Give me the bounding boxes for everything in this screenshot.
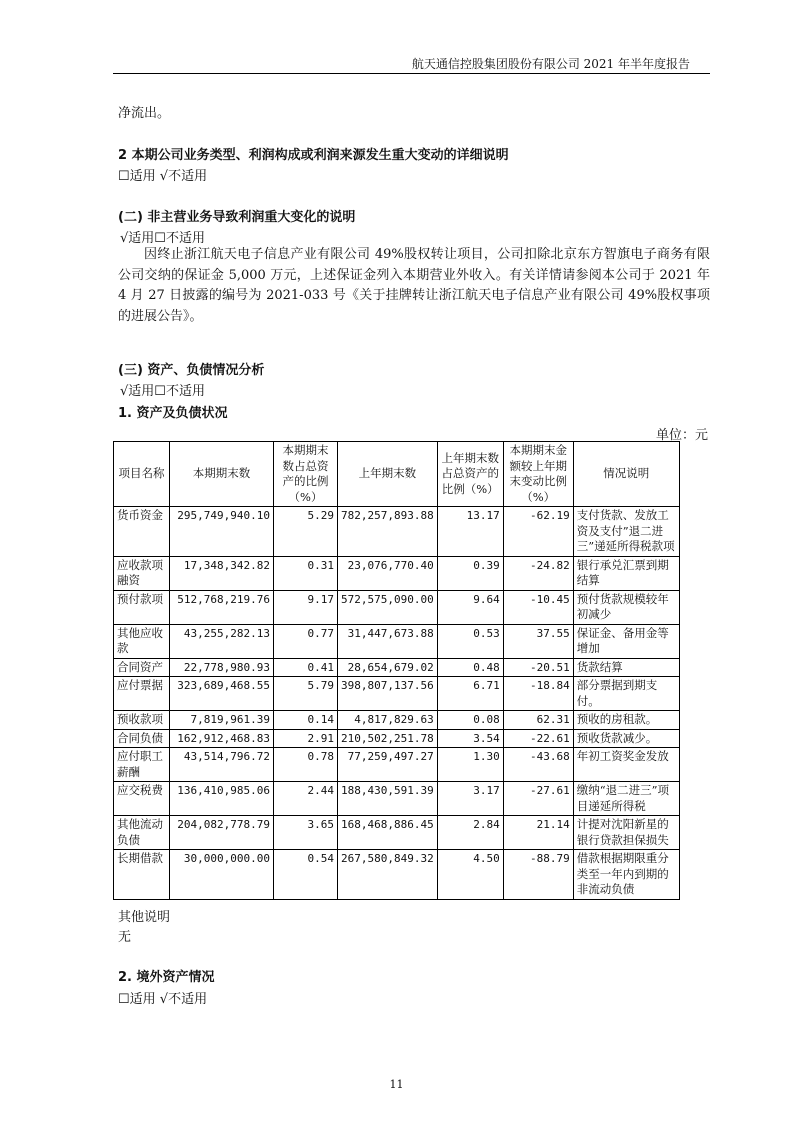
other-notes-value: 无 (118, 930, 132, 945)
page-number: 11 (389, 1078, 404, 1091)
explanation: 预付货款规模较年初减少 (573, 590, 679, 624)
table-row (114, 729, 680, 748)
prior-ratio: 6.71 (437, 677, 503, 711)
applicability-option: √适用☐不适用 (120, 384, 205, 399)
table-row (114, 711, 680, 730)
change-ratio: -27.61 (503, 782, 573, 816)
applicability-option: ☐适用 √不适用 (118, 169, 208, 184)
explanation: 缴纳“退二进三”项目递延所得税 (573, 782, 679, 816)
explanation: 预收货款减少。 (573, 729, 679, 748)
current-amount: 43,514,796.72 (170, 748, 274, 782)
prior-ratio: 9.64 (437, 590, 503, 624)
current-ratio: 0.78 (274, 748, 338, 782)
prior-amount: 398,807,137.56 (338, 677, 438, 711)
current-ratio: 2.91 (274, 729, 338, 748)
other-notes-label: 其他说明 (118, 910, 171, 925)
item-name: 合同资产 (114, 658, 170, 677)
item-name: 其他应收款 (114, 624, 170, 658)
table-row (114, 658, 680, 677)
current-ratio: 9.17 (274, 590, 338, 624)
change-ratio: -22.61 (503, 729, 573, 748)
current-ratio: 0.14 (274, 711, 338, 730)
current-ratio: 0.54 (274, 850, 338, 900)
explanation: 银行承兑汇票到期结算 (573, 556, 679, 590)
column-header: 本期期末数占总资产的比例（%） (274, 442, 338, 507)
prior-amount: 188,430,591.39 (338, 782, 438, 816)
item-name: 预付款项 (114, 590, 170, 624)
current-ratio: 0.31 (274, 556, 338, 590)
item-name: 应收款项融资 (114, 556, 170, 590)
table-row (114, 816, 680, 850)
change-ratio: -10.45 (503, 590, 573, 624)
explanation: 年初工资奖金发放 (573, 748, 679, 782)
table-row (114, 624, 680, 658)
text-line: 净流出。 (118, 106, 171, 121)
explanation: 部分票据到期支付。 (573, 677, 679, 711)
prior-amount: 210,502,251.78 (338, 729, 438, 748)
prior-ratio: 0.48 (437, 658, 503, 677)
current-amount: 323,689,468.55 (170, 677, 274, 711)
current-ratio: 0.41 (274, 658, 338, 677)
prior-ratio: 3.17 (437, 782, 503, 816)
change-ratio: 37.55 (503, 624, 573, 658)
prior-amount: 168,468,886.45 (338, 816, 438, 850)
table-row (114, 850, 680, 900)
column-header: 本期期末数 (170, 442, 274, 507)
change-ratio: -88.79 (503, 850, 573, 900)
column-header: 上年期末数 (338, 442, 438, 507)
table-row (114, 507, 680, 557)
explanation: 货款结算 (573, 658, 679, 677)
prior-ratio: 0.39 (437, 556, 503, 590)
section-heading: 1. 资产及负债状况 (118, 406, 228, 421)
current-amount: 43,255,282.13 (170, 624, 274, 658)
column-header: 项目名称 (114, 442, 170, 507)
current-amount: 162,912,468.83 (170, 729, 274, 748)
column-header: 上年期末数占总资产的比例（%） (437, 442, 503, 507)
prior-ratio: 2.84 (437, 816, 503, 850)
section-heading: 2 本期公司业务类型、利润构成或利润来源发生重大变动的详细说明 (118, 148, 509, 163)
prior-amount: 267,580,849.32 (338, 850, 438, 900)
prior-amount: 28,654,679.02 (338, 658, 438, 677)
assets-liabilities-table (113, 441, 680, 900)
current-amount: 295,749,940.10 (170, 507, 274, 557)
table-row (114, 782, 680, 816)
current-ratio: 5.79 (274, 677, 338, 711)
change-ratio: -62.19 (503, 507, 573, 557)
item-name: 应付票据 (114, 677, 170, 711)
change-ratio: 21.14 (503, 816, 573, 850)
change-ratio: 62.31 (503, 711, 573, 730)
section-heading: 2. 境外资产情况 (118, 970, 215, 985)
prior-amount: 4,817,829.63 (338, 711, 438, 730)
section-heading: (三) 资产、负债情况分析 (118, 363, 265, 378)
current-amount: 17,348,342.82 (170, 556, 274, 590)
current-amount: 30,000,000.00 (170, 850, 274, 900)
prior-amount: 782,257,893.88 (338, 507, 438, 557)
current-amount: 22,778,980.93 (170, 658, 274, 677)
current-ratio: 0.77 (274, 624, 338, 658)
current-amount: 204,082,778.79 (170, 816, 274, 850)
explanation: 预收的房租款。 (573, 711, 679, 730)
prior-ratio: 3.54 (437, 729, 503, 748)
table-row (114, 748, 680, 782)
item-name: 其他流动负债 (114, 816, 170, 850)
current-amount: 136,410,985.06 (170, 782, 274, 816)
page-header: 航天通信控股集团股份有限公司 2021 年半年度报告 (411, 57, 690, 71)
prior-ratio: 4.50 (437, 850, 503, 900)
prior-ratio: 13.17 (437, 507, 503, 557)
explanation: 计提对沈阳新星的银行贷款担保损失 (573, 816, 679, 850)
header-rule (113, 73, 710, 74)
table-row (114, 677, 680, 711)
change-ratio: -24.82 (503, 556, 573, 590)
current-amount: 512,768,219.76 (170, 590, 274, 624)
item-name: 应交税费 (114, 782, 170, 816)
current-ratio: 3.65 (274, 816, 338, 850)
item-name: 长期借款 (114, 850, 170, 900)
change-ratio: -18.84 (503, 677, 573, 711)
prior-amount: 572,575,090.00 (338, 590, 438, 624)
prior-amount: 77,259,497.27 (338, 748, 438, 782)
paragraph: 因终止浙江航天电子信息产业有限公司 49%股权转让项目，公司扣除北京东方智旗电子商务有限公司交纳的保证金 5,000 万元，上述保证金列入本期营业外收入。有关详情请参阅本公司于 2021 年 4 月 27 日披露的编号为 2021-033 号《关于挂牌转让浙江航天电子信息产业有限公司 49%股权事项的进展公告》。 (118, 247, 710, 324)
prior-ratio: 1.30 (437, 748, 503, 782)
current-amount: 7,819,961.39 (170, 711, 274, 730)
table-row (114, 556, 680, 590)
table-row (114, 590, 680, 624)
column-header: 本期期末金额较上年期末变动比例（%） (503, 442, 573, 507)
item-name: 预收款项 (114, 711, 170, 730)
current-ratio: 2.44 (274, 782, 338, 816)
explanation: 支付货款、发放工资及支付”退二进三”递延所得税款项 (573, 507, 679, 557)
current-ratio: 5.29 (274, 507, 338, 557)
applicability-option: ☐适用 √不适用 (118, 992, 208, 1007)
item-name: 货币资金 (114, 507, 170, 557)
section-heading: (二) 非主营业务导致利润重大变化的说明 (118, 210, 356, 225)
applicability-option: √适用☐不适用 (120, 231, 205, 246)
item-name: 应付职工薪酬 (114, 748, 170, 782)
change-ratio: -43.68 (503, 748, 573, 782)
prior-ratio: 0.08 (437, 711, 503, 730)
prior-amount: 23,076,770.40 (338, 556, 438, 590)
explanation: 保证金、备用金等增加 (573, 624, 679, 658)
change-ratio: -20.51 (503, 658, 573, 677)
explanation: 借款根据期限重分类至一年内到期的非流动负债 (573, 850, 679, 900)
prior-amount: 31,447,673.88 (338, 624, 438, 658)
column-header: 情况说明 (573, 442, 679, 507)
unit-label: 单位：元 (656, 428, 709, 443)
prior-ratio: 0.53 (437, 624, 503, 658)
item-name: 合同负债 (114, 729, 170, 748)
